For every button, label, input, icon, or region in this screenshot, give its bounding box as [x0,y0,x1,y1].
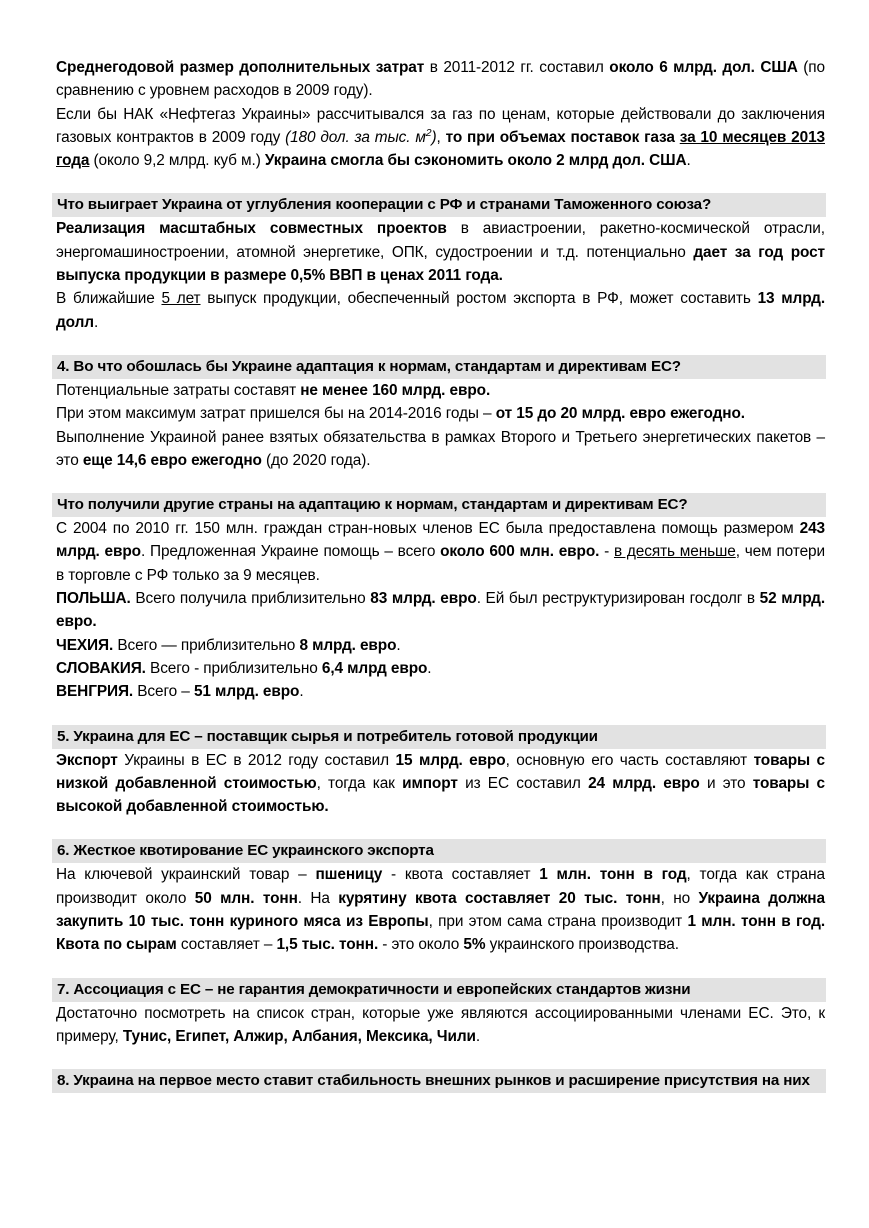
paragraph-five-year-output [52,287,826,334]
paragraph-poland [52,587,826,634]
section-eu-adaptation-cost [52,355,826,472]
text-run: 1,5 тыс. тонн. [276,936,379,954]
text-run: выпуск продукции, обеспеченный ростом экспорта в РФ, может составить [200,290,758,308]
text-run: то при объемах поставок газа [445,128,680,146]
text-run: В ближайшие [56,290,162,308]
section-spacer [52,957,826,978]
paragraph-quota-details [52,863,826,956]
text-run: (по сравнению с уровнем расходов в 2009 году). [56,59,826,100]
paragraph-czechia [52,634,826,657]
text-run: С 2004 по 2010 гг. 150 млн. граждан стран-новых членов ЕС была предоставлена помощь размером [56,520,800,538]
text-run: 5% [463,936,486,954]
text-run: 13 млрд. долл [56,290,826,331]
text-run: 1 млн. тонн в год. Квота по сырам [56,913,825,954]
text-run: ПОЛЬША. [56,590,131,608]
text-run: , при этом сама страна производит [428,913,688,931]
text-run: Реализация масштабных совместных проектов [56,220,447,238]
text-run: 243 млрд. евро [56,520,825,561]
text-run: , чем потери в торговле с РФ только за 9 месяцев. [56,543,825,584]
text-run: за 10 месяцев 2013 года [56,128,825,170]
text-run: импорт [402,774,458,792]
text-run: (до 2020 года). [261,451,371,469]
text-run: ВЕНГРИЯ. [56,683,134,701]
text-run: На ключевой украинский товар – [56,866,316,884]
text-run: украинского производства. [485,936,679,954]
text-run: 2 [425,127,432,139]
paragraph-hungary [52,680,826,703]
section-heading-band: 8. Украина на первое место ставит стабильность внешних рынков и расширение присутствия на них [52,1069,826,1093]
text-run: . [396,636,401,654]
section-heading-band: 7. Ассоциация с ЕС – не гарантия демократичности и европейских стандартов жизни [52,978,826,1002]
section-heading-band: 4. Во что обошлась бы Украине адаптация к нормам, стандартам и директивам ЕС? [52,355,826,379]
text-run: ) [431,128,437,146]
paragraph-associated-members-list [52,1002,826,1049]
text-run: 24 млрд. евро [588,774,700,792]
text-run: и это [699,774,753,792]
text-run: - квота составляет [382,866,540,884]
document-body [52,56,826,1093]
text-run: Украина должна закупить 10 тыс. тонн куриного мяса из Европы [56,889,825,931]
text-run: Если бы НАК «Нефтегаз Украины» рассчитывался за газ по ценам, которые действовали до заключения газовых контрактов в 2009 году [56,105,825,146]
text-run: , тогда как страна производит около [56,866,825,907]
paragraph-slovakia [52,657,826,680]
text-run: 5 лет [161,290,201,308]
section-external-market-stability [52,1069,826,1093]
text-run: . [475,1027,481,1045]
text-run: Экспорт [56,751,118,769]
text-run: 1 млн. тонн в год [539,866,687,884]
text-run: (около 9,2 млрд. куб м.) [89,152,265,170]
text-run: Всего — приблизительно [113,636,300,654]
text-run: Украина смогла бы сэкономить около 2 млрд дол. США [264,152,687,170]
text-run: 50 млн. тонн [194,889,298,907]
text-run: составляет – [176,936,277,954]
text-run: , тогда как [316,774,403,792]
text-run: товары с низкой добавленной стоимостью [56,751,826,792]
text-run: Выполнение Украиной ранее взятых обязательства в рамках Второго и Третьего энергетических пакетов – это [56,428,825,469]
text-run: Украины в ЕС в 2012 году составил [117,751,396,769]
text-run: , но [660,889,699,907]
paragraph-avg-annual-extra-costs [52,56,826,103]
paragraph-export-import-2012 [52,749,826,819]
text-run: не менее 160 млрд. евро. [300,381,491,399]
section-cooperation-rf-customs-union [52,193,826,333]
text-run: . Ей был реструктуризирован госдолг в [476,590,760,608]
text-run: Достаточно посмотреть на список стран, которые уже являются ассоциированными членами ЕС. Это, к примеру, [56,1004,825,1045]
section-heading-band: Что выиграет Украина от углубления кооперации с РФ и странами Таможенного союза? [52,193,826,217]
section-spacer [52,704,826,725]
text-run: около 6 млрд. дол. США [609,59,798,76]
section-other-countries-aid [52,493,826,703]
paragraph-joint-projects [52,217,826,287]
section-spacer [52,1048,826,1069]
text-run: ЧЕХИЯ. [56,636,114,654]
text-run: . [299,683,304,701]
text-run: СЛОВАКИЯ. [56,659,146,677]
text-run: в 2011-2012 гг. составил [424,59,610,76]
text-run: (180 дол. за тыс. м [285,128,426,146]
paragraph-eu-aid-2004-2010 [52,517,826,587]
text-run: в десять меньше [614,543,736,561]
text-run: из ЕС составил [457,774,589,792]
section-spacer [52,172,826,193]
section-intro-costs [52,56,826,172]
text-run: . [93,313,99,331]
paragraph-potential-costs [52,379,826,402]
section-spacer [52,334,826,355]
text-run: - [599,543,614,561]
text-run: 15 млрд. евро [395,751,506,769]
section-heading-band: 5. Украина для ЕС – поставщик сырья и потребитель готовой продукции [52,725,826,749]
text-run: от 15 до 20 млрд. евро ежегодно. [495,405,745,423]
text-run: При этом максимум затрат пришелся бы на 2014-2016 годы – [56,405,496,423]
section-association-not-guarantee [52,978,826,1049]
text-run: . [686,152,691,170]
text-run: 51 млрд. евро [193,683,300,701]
text-run: . [427,659,432,677]
text-run: Среднегодовой размер дополнительных затрат [56,59,425,76]
text-run: 6,4 млрд евро [321,659,428,677]
text-run: товары с высокой добавленной стоимостью. [56,774,825,816]
text-run: - это около [378,936,464,954]
text-run: 52 млрд. евро. [56,590,825,631]
section-heading-band: Что получили другие страны на адаптацию к нормам, стандартам и директивам ЕС? [52,493,826,517]
text-run: 8 млрд. евро [299,636,397,654]
section-spacer [52,472,826,493]
section-eu-quotas [52,839,826,956]
text-run: около 600 млн. евро. [440,543,600,561]
text-run: , основную его часть составляют [505,751,754,769]
text-run: Всего получила приблизительно [130,590,371,608]
text-run: 83 млрд. евро [370,590,477,608]
text-run: . Предложенная Украине помощь – всего [140,543,441,561]
paragraph-naftogaz-savings [52,103,826,173]
text-run: в авиастроении, ракетно-космической отрасли, энергомашиностроении, атомной энергетике, ОПК, судостроении и т.д. потенциально [56,220,825,261]
text-run: . На [297,889,339,907]
text-run: Всего – [133,683,194,701]
text-run: дает за год рост выпуска продукции в размере 0,5% ВВП в ценах 2011 года. [56,243,825,285]
paragraph-peak-costs-2014-2016 [52,402,826,425]
section-spacer [52,818,826,839]
section-heading-band: 6. Жесткое квотирование ЕС украинского экспорта [52,839,826,863]
section-raw-material-supplier [52,725,826,819]
text-run: , [436,128,446,146]
text-run: Тунис, Египет, Алжир, Албания, Мексика, Чили [122,1027,476,1045]
text-run: еще 14,6 евро ежегодно [82,451,262,469]
paragraph-energy-packages [52,426,826,473]
text-run: курятину квота составляет 20 тыс. тонн [338,889,661,907]
text-run: пшеницу [315,866,383,884]
text-run: Потенциальные затраты составят [56,381,301,399]
text-run: Всего - приблизительно [145,659,322,677]
